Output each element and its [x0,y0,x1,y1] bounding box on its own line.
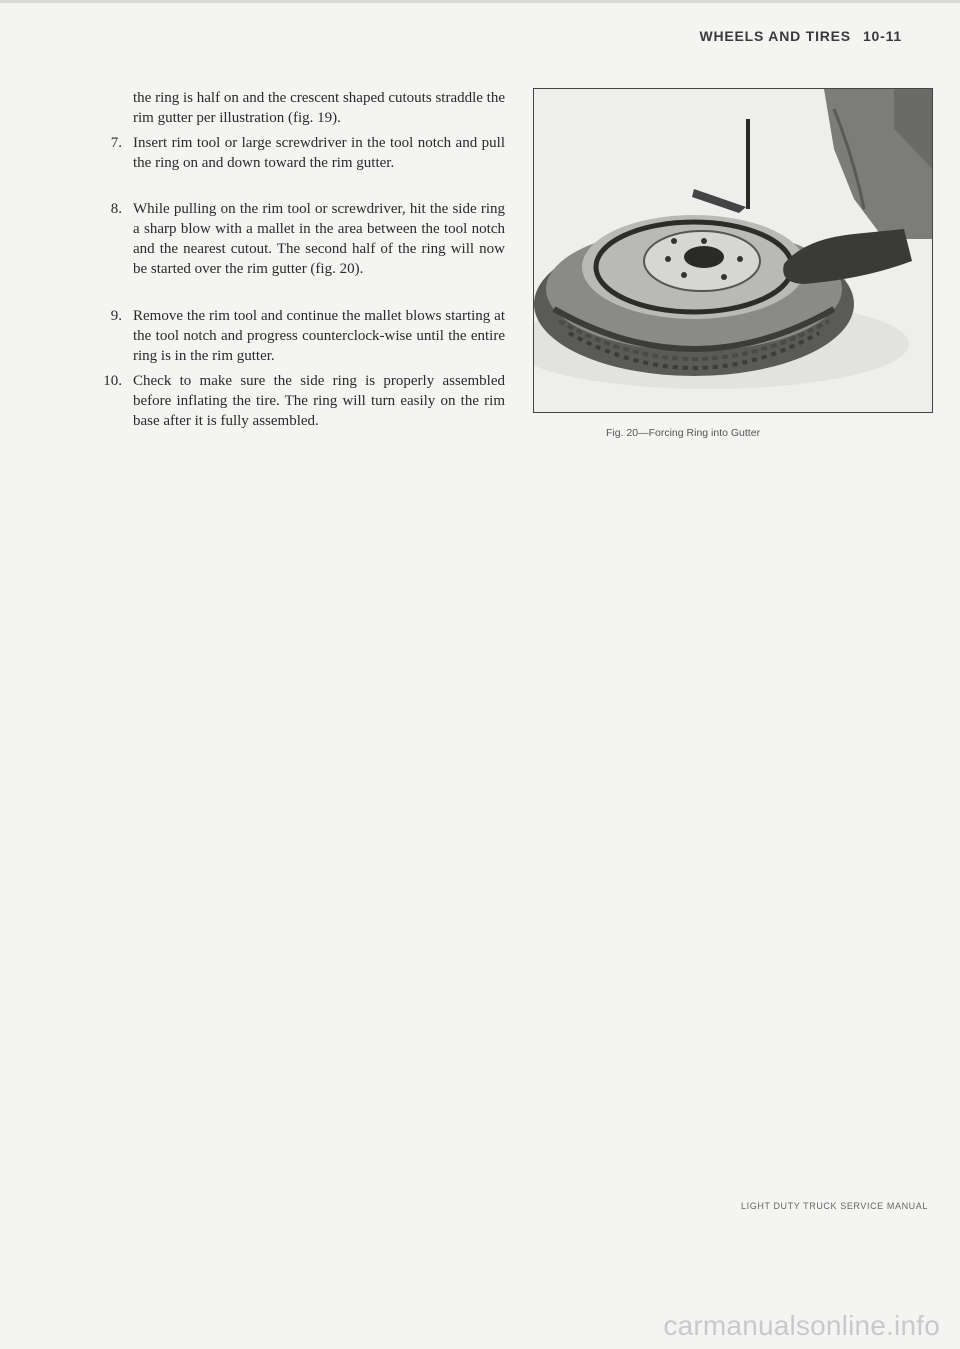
step-number: 8. [110,201,122,217]
page-number: 10-11 [862,28,902,44]
step-text: Check to make sure the side ring is properly assembled before inflating the tire. The ring will turn easily on the rim base after it is fully assembled. [133,373,505,429]
page-header [699,28,902,44]
tire-photo-illustration [534,89,932,412]
step-text: Insert rim tool or large screwdriver in the tool notch and pull the ring on and down toward the rim gutter. [133,135,505,171]
section-title: WHEELS AND TIRES [699,28,851,44]
figure-photo [533,88,933,413]
figure-caption: Fig. 20—Forcing Ring into Gutter [606,427,761,439]
step-text: While pulling on the rim tool or screwdriver, hit the side ring a sharp blow with a mallet in the area between the tool notch and the nearest cutout. The second half of the ring will now be started over the rim gutter (fig. 20). [133,201,505,277]
watermark-text: carmanualsonline.info [663,1310,940,1341]
rim-icon [582,215,806,319]
step-number: 7. [110,135,122,151]
step-8 [96,199,505,279]
step-number: 9. [110,308,122,324]
step-number: 10. [103,373,122,389]
footer-manual-title: LIGHT DUTY TRUCK SERVICE MANUAL [741,1201,928,1211]
step-7 [96,133,505,173]
step-10 [96,371,505,431]
step-9 [96,306,505,366]
step-text: Remove the rim tool and continue the mallet blows starting at the tool notch and progress counterclock-wise until the entire ring is in the rim gutter. [133,308,505,364]
top-rule [0,0,960,3]
intro-paragraph: the ring is half on and the crescent shaped cutouts straddle the rim gutter per illustration (fig. 19). [133,90,505,126]
